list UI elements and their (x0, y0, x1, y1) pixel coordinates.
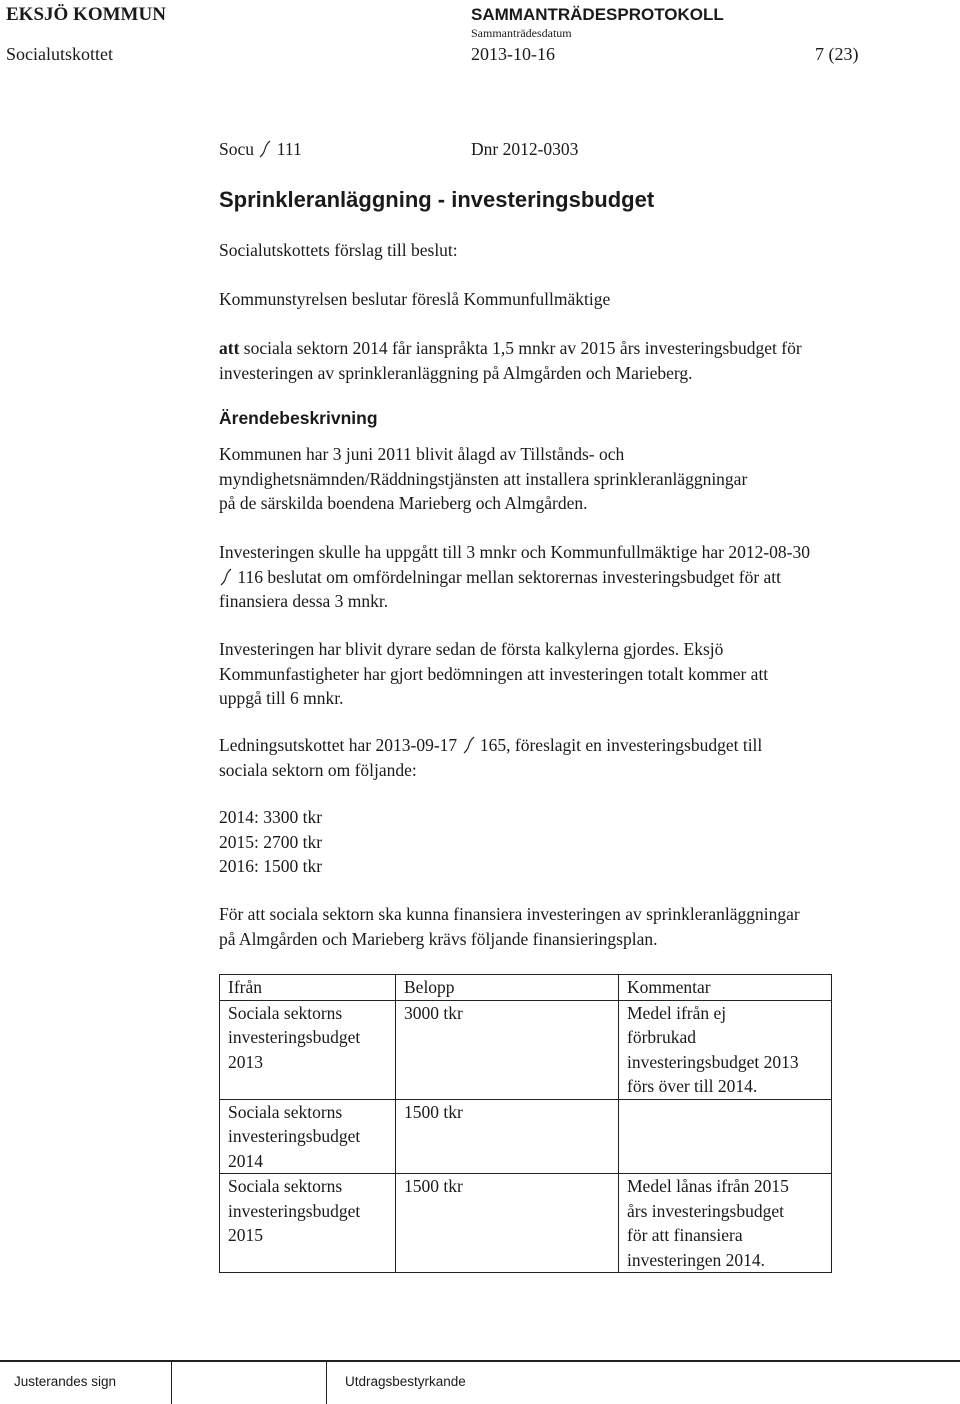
paragraph-2 (219, 540, 939, 614)
cell-line: Medel ifrån ej (627, 1002, 727, 1023)
text-span: Ledningsutskottet har 2013-09-17 (219, 735, 458, 755)
table-cell: 1500 tkr (396, 1099, 619, 1174)
table-cell (220, 1000, 396, 1099)
cell-line: investeringsbudget (228, 1126, 361, 1146)
table-cell: 1500 tkr (396, 1174, 619, 1273)
text-line (219, 733, 939, 758)
cell-line: 2014 (228, 1150, 263, 1171)
cell-line: års investeringsbudget (627, 1200, 784, 1221)
cell-line: Sociala sektorns (228, 1101, 343, 1122)
text-line: sociala sektorn om följande: (219, 759, 417, 780)
section-sign-icon (462, 735, 476, 755)
att-word: att (219, 338, 240, 358)
cell-line: investeringsbudget (228, 1027, 361, 1047)
document-type: SAMMANTRÄDESPROTOKOLL (471, 5, 724, 24)
text-span: 165, föreslagit en investeringsbudget till (475, 735, 763, 755)
att-text-line2: investeringen av sprinkleranläggning på Almgården och Marieberg. (219, 362, 693, 383)
sign-label: Justerandes sign (14, 1374, 117, 1389)
table-cell (619, 1099, 832, 1174)
paragraph-1 (219, 442, 939, 516)
section-heading: Ärendebeskrivning (219, 408, 378, 428)
meeting-date: 2013-10-16 (471, 44, 555, 64)
budget-item: 2014: 3300 tkr (219, 807, 323, 827)
budget-list (219, 805, 322, 879)
footer-column-divider (326, 1362, 327, 1404)
table-cell: 3000 tkr (396, 1000, 619, 1099)
proposal-intro: Socialutskottets förslag till beslut: (219, 240, 458, 260)
budget-item: 2015: 2700 tkr (219, 831, 323, 852)
case-ref-number: 111 (276, 139, 302, 159)
committee-name: Socialutskottet (6, 44, 113, 64)
cell-line: Sociala sektorns (228, 1002, 343, 1023)
date-label: Sammanträdesdatum (471, 26, 572, 40)
text-line: finansiera dessa 3 mnkr. (219, 591, 389, 611)
paragraph-4 (219, 733, 939, 782)
cell-line: förs över till 2014. (627, 1076, 758, 1096)
text-line: Investeringen skulle ha uppgått till 3 mnkr och Kommunfullmäktige har 2012-08-30 (219, 542, 810, 562)
org-name: EKSJÖ KOMMUN (6, 4, 166, 25)
section-sign-icon (219, 567, 233, 587)
cell-line: Medel lånas ifrån 2015 (627, 1176, 789, 1196)
text-line: på de särskilda boendena Marieberg och Almgården. (219, 493, 588, 513)
table-cell (619, 1174, 832, 1273)
cell-line: 2015 (228, 1225, 263, 1245)
table-cell (619, 1000, 832, 1099)
table-row (220, 1099, 832, 1174)
text-line: uppgå till 6 mnkr. (219, 688, 344, 708)
table-cell (220, 1174, 396, 1273)
proposal-line: Kommunstyrelsen beslutar föreslå Kommunfullmäktige (219, 289, 611, 309)
text-line: Investeringen har blivit dyrare sedan de första kalkylerna gjordes. Eksjö (219, 639, 724, 659)
cell-line: 2013 (228, 1051, 263, 1072)
text-line: Kommunen har 3 juni 2011 blivit ålagd av Tillstånds- och (219, 444, 625, 464)
case-reference (219, 137, 302, 162)
table-row (220, 1000, 832, 1099)
section-sign-icon (258, 139, 272, 159)
paragraph-5 (219, 902, 939, 951)
column-header: Ifrån (220, 975, 396, 1001)
table-header-row (220, 975, 832, 1001)
footer-column-divider (171, 1362, 172, 1404)
table-row (220, 1174, 832, 1273)
text-line: myndighetsnämnden/Räddningstjänsten att installera sprinkleranläggningar (219, 468, 748, 489)
att-clause (219, 336, 939, 385)
column-header: Kommentar (619, 975, 832, 1001)
att-text-line1: sociala sektorn 2014 får ianspråkta 1,5 mnkr av 2015 års investeringsbudget för (239, 338, 802, 358)
text-span: 116 beslutat om omfördelningar mellan sektorernas investeringsbudget för att (233, 566, 782, 587)
cell-line: för att finansiera (627, 1225, 743, 1245)
page-number: 7 (23) (815, 44, 859, 64)
cell-line: Sociala sektorns (228, 1176, 343, 1196)
extract-label: Utdragsbestyrkande (345, 1374, 466, 1389)
cell-line: investeringsbudget 2013 (627, 1051, 799, 1072)
dnr: Dnr 2012-0303 (471, 139, 579, 159)
case-ref-prefix: Socu (219, 139, 254, 159)
table-cell (220, 1099, 396, 1174)
text-line: För att sociala sektorn ska kunna finansiera investeringen av sprinkleranläggningar (219, 904, 800, 924)
paragraph-3 (219, 637, 939, 711)
financing-table (219, 974, 832, 1273)
budget-item: 2016: 1500 tkr (219, 856, 323, 876)
cell-line: förbrukad (627, 1027, 697, 1047)
cell-line: investeringsbudget (228, 1200, 361, 1221)
text-line: Kommunfastigheter har gjort bedömningen att investeringen totalt kommer att (219, 663, 769, 684)
footer-divider (0, 1360, 960, 1362)
cell-line: investeringen 2014. (627, 1249, 766, 1270)
text-line: på Almgården och Marieberg krävs följande finansieringsplan. (219, 928, 658, 949)
page-title: Sprinkleranläggning - investeringsbudget (219, 187, 655, 212)
text-line (219, 565, 939, 590)
column-header: Belopp (396, 975, 619, 1001)
